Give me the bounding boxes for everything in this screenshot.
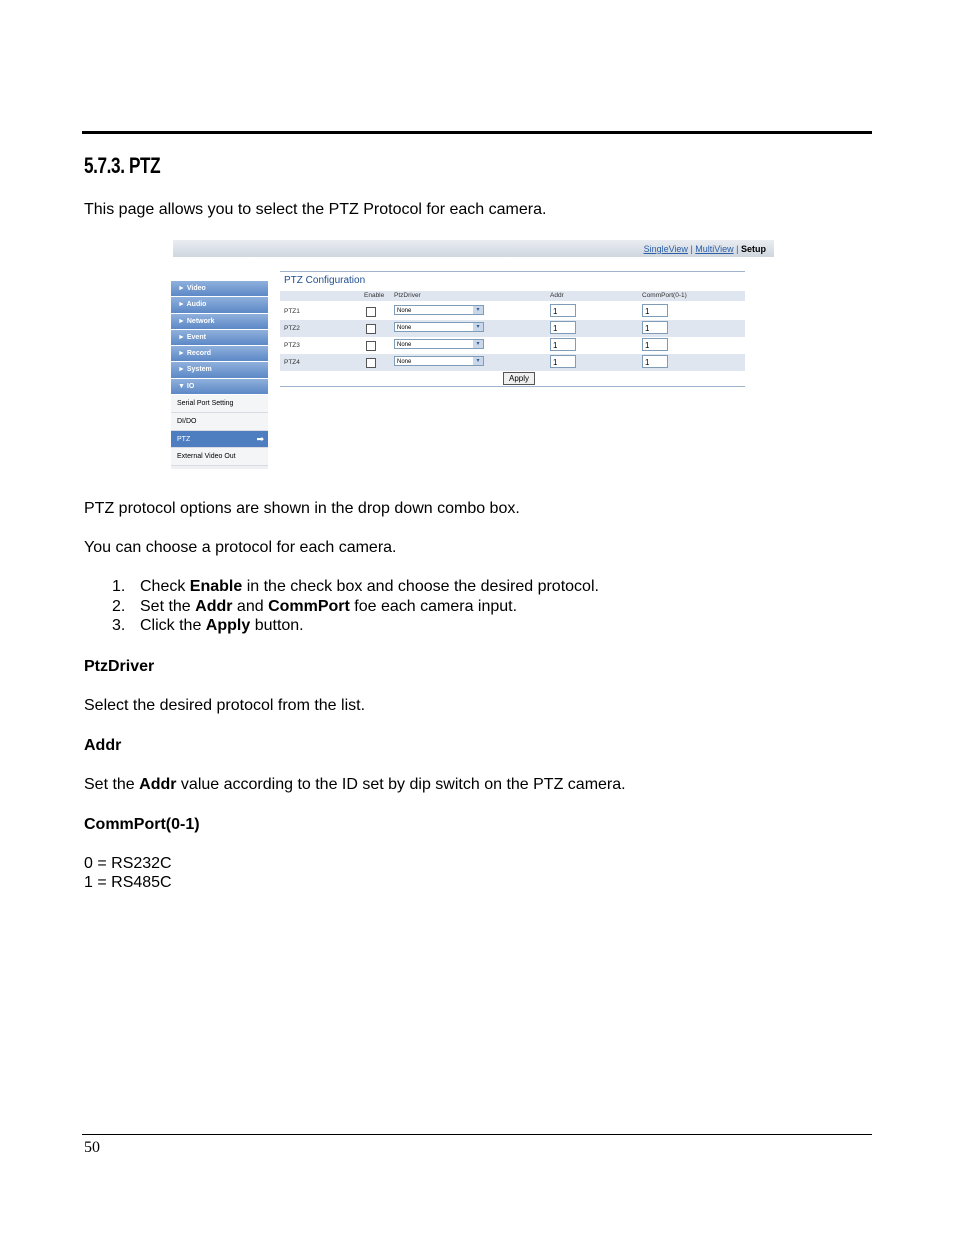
addr-text-post: value according to the ID set by dip switch on the PTZ camera. [176,776,626,793]
submenu-serial-port-setting[interactable]: Serial Port Setting [171,395,268,413]
addr-input[interactable]: 1 [550,304,576,317]
apply-button[interactable]: Apply [503,372,535,385]
menu-audio[interactable]: ► Audio [171,297,268,313]
ptzdriver-paragraph: Select the desired protocol from the list. [84,697,366,714]
step-text: Check [140,578,190,595]
menu-video[interactable]: ► Video [171,281,268,297]
enable-checkbox[interactable] [366,324,376,334]
commport-value-0: 0 = RS232C [84,855,172,872]
header-enable: Enable [364,292,385,299]
ptzdriver-value: None [397,325,412,331]
step-number: 2. [112,597,126,615]
ptzdriver-select[interactable] [394,339,484,349]
row-label: PTZ3 [284,342,300,349]
addr-input[interactable]: 1 [550,355,576,368]
enable-checkbox[interactable] [366,341,376,351]
choose-paragraph: You can choose a protocol for each camera. [84,539,397,556]
header-ptzdriver: PtzDriver [394,292,421,299]
options-paragraph: PTZ protocol options are shown in the drop down combo box. [84,500,520,517]
chevron-down-icon: ▾ [473,323,483,331]
steps-list [112,577,599,636]
menu-record[interactable]: ► Record [171,346,268,362]
step-bold: CommPort [268,597,350,615]
ptzdriver-subheading: PtzDriver [84,658,155,675]
ptzdriver-select[interactable] [394,356,484,366]
step-text: Click the [140,617,206,634]
menu-system[interactable]: ► System [171,362,268,378]
commport-value-1: 1 = RS485C [84,874,172,891]
commport-input[interactable]: 1 [642,355,668,368]
step-bold: Addr [195,597,233,615]
table-row [280,337,745,354]
step-number: 1. [112,578,126,595]
step-bold: Apply [205,617,251,634]
top-bar [173,240,774,257]
commport-subheading: CommPort(0-1) [84,816,200,833]
submenu-ptz-label: PTZ [177,435,191,443]
list-item [112,577,599,597]
chevron-down-icon: ▾ [473,340,483,348]
submenu-external-video-out[interactable]: External Video Out [171,448,268,466]
addr-input[interactable]: 1 [550,321,576,334]
enable-checkbox[interactable] [366,358,376,368]
addr-input[interactable]: 1 [550,338,576,351]
enable-checkbox[interactable] [366,307,376,317]
addr-paragraph [84,775,626,794]
menu-network[interactable]: ► Network [171,314,268,330]
config-bottom-divider [280,386,745,387]
addr-text-pre: Set the [84,776,140,793]
section-heading: 5.7.3. PTZ [84,153,161,178]
top-rule [82,131,872,134]
link-separator: | [687,244,696,254]
list-item [112,616,599,636]
table-header [280,291,745,301]
row-label: PTZ4 [284,359,300,366]
footer-rule [82,1134,872,1135]
intro-paragraph: This page allows you to select the PTZ Protocol for each camera. [84,201,547,218]
top-links [644,244,766,254]
singleview-link[interactable]: SingleView [643,244,688,254]
config-divider [280,271,745,272]
menu-event[interactable]: ► Event [171,330,268,346]
link-separator: | [733,244,741,254]
step-text: foe each camera input. [349,597,518,615]
step-text: Set the [140,597,196,615]
list-item [112,597,599,617]
arrow-right-icon: ➡ [256,433,264,444]
chevron-down-icon: ▾ [473,357,483,365]
step-number: 3. [112,617,126,634]
multiview-link[interactable]: MultiView [695,244,734,254]
commport-input[interactable]: 1 [642,321,668,334]
config-title: PTZ Configuration [284,275,366,286]
step-bold: Enable [189,578,243,595]
addr-text-bold: Addr [139,776,177,793]
ptzdriver-select[interactable] [394,305,484,315]
step-text: and [232,597,269,615]
sidebar [171,281,268,469]
commport-input[interactable]: 1 [642,338,668,351]
row-label: PTZ1 [284,308,300,315]
header-commport: CommPort(0-1) [642,292,687,299]
submenu-ptz[interactable] [171,431,268,449]
addr-subheading: Addr [84,737,122,754]
ptzdriver-value: None [397,308,412,314]
ptzdriver-select[interactable] [394,322,484,332]
row-label: PTZ2 [284,325,300,332]
setup-link[interactable]: Setup [740,244,766,254]
table-row [280,303,745,320]
step-text: button. [250,617,304,634]
page-number: 50 [84,1139,100,1156]
commport-input[interactable]: 1 [642,304,668,317]
menu-io[interactable]: ▼ IO [171,379,268,395]
ptzdriver-value: None [397,359,412,365]
submenu-dido[interactable]: DI/DO [171,413,268,431]
table-row [280,320,745,337]
header-addr: Addr [550,292,564,299]
ptzdriver-value: None [397,342,412,348]
step-text: in the check box and choose the desired protocol. [242,578,599,595]
table-row [280,354,745,371]
ptz-screenshot-figure [170,238,775,473]
chevron-down-icon: ▾ [473,306,483,314]
